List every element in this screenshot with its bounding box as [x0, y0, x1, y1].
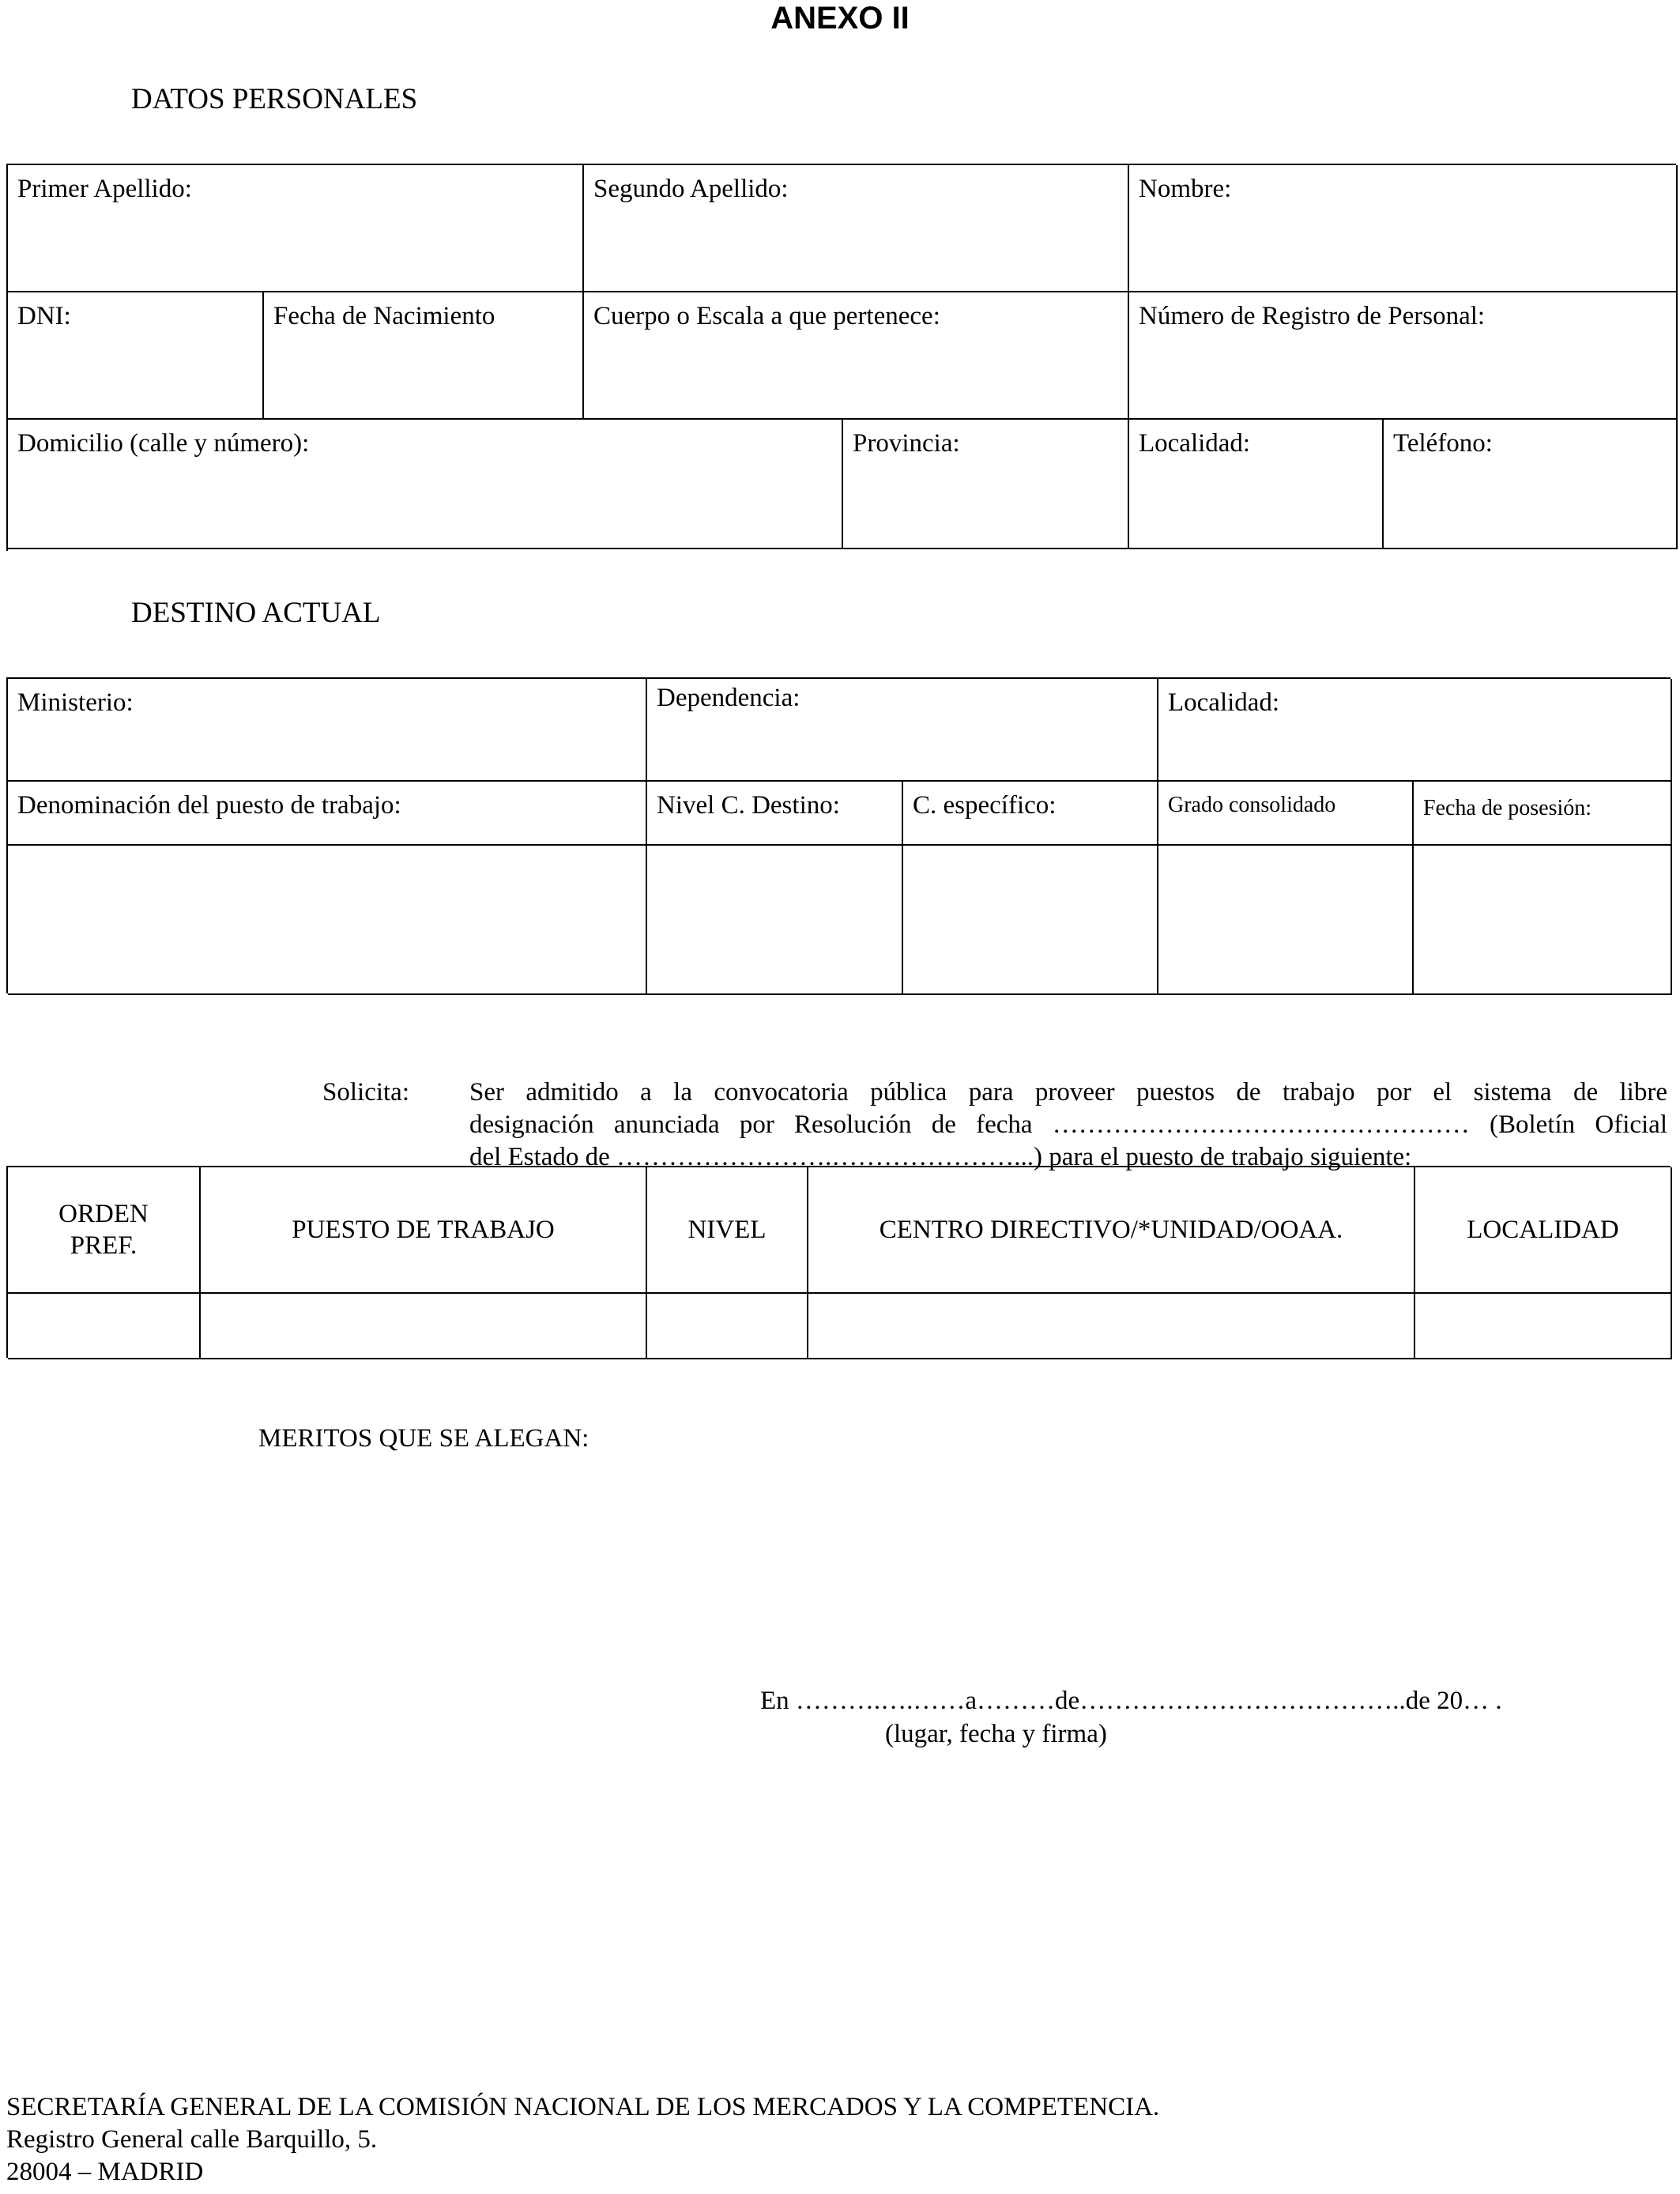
input-orden[interactable]	[8, 1294, 201, 1359]
document-title: ANEXO II	[770, 1, 910, 36]
header-orden: ORDEN PREF.	[8, 1167, 201, 1294]
firma-line: En ……….….……a………de………………………………..de 20… .	[760, 1687, 1502, 1715]
section-datos-personales: DATOS PERSONALES	[131, 83, 418, 115]
footer-line-1: SECRETARÍA GENERAL DE LA COMISIÓN NACIONAL DE LOS MERCADOS Y LA COMPETENCIA.	[6, 2093, 1160, 2121]
input-localidad-puesto[interactable]	[1415, 1294, 1672, 1359]
domicilio-provincia-split	[584, 420, 1129, 549]
field-numero-registro[interactable]: Número de Registro de Personal:	[1129, 292, 1678, 420]
header-puesto: PUESTO DE TRABAJO	[201, 1167, 647, 1294]
meritos-area[interactable]	[258, 1462, 1665, 1644]
field-segundo-apellido[interactable]: Segundo Apellido:	[584, 165, 1129, 292]
puestos-table	[6, 1166, 1671, 1358]
label-fecha-posesion: Fecha de posesión:	[1414, 782, 1672, 846]
field-localidad-destino[interactable]: Localidad:	[1158, 679, 1672, 782]
input-fecha-posesion[interactable]	[1414, 846, 1672, 995]
domicilio-continuation	[584, 420, 842, 548]
firma-caption: (lugar, fecha y firma)	[885, 1720, 1107, 1748]
solicita-line-3: del Estado de …………………….…………………...) para el puesto de trabajo siguiente:	[469, 1143, 1412, 1171]
label-denominacion: Denominación del puesto de trabajo:	[8, 782, 647, 846]
field-primer-apellido[interactable]: Primer Apellido:	[8, 165, 584, 292]
header-centro: CENTRO DIRECTIVO/*UNIDAD/OOAA.	[808, 1167, 1415, 1294]
solicita-line-2: designación anunciada por Resolución de fecha ………………………………………… (Boletín Oficial	[469, 1110, 1667, 1139]
input-puesto[interactable]	[201, 1294, 647, 1359]
input-centro[interactable]	[808, 1294, 1415, 1359]
field-nombre[interactable]: Nombre:	[1129, 165, 1678, 292]
field-localidad[interactable]: Localidad:	[1129, 420, 1384, 549]
input-nivel-destino[interactable]	[647, 846, 903, 995]
solicita-label: Solicita:	[322, 1078, 409, 1106]
field-domicilio[interactable]: Domicilio (calle y número):	[8, 420, 584, 549]
field-fecha-nacimiento[interactable]: Fecha de Nacimiento	[264, 292, 584, 420]
solicita-line-1: Ser admitido a la convocatoria pública para proveer puestos de trabajo por el sistema de libre	[469, 1078, 1667, 1106]
input-especifico[interactable]	[903, 846, 1158, 995]
section-destino-actual: DESTINO ACTUAL	[131, 597, 381, 629]
input-grado[interactable]	[1158, 846, 1414, 995]
meritos-label: MERITOS QUE SE ALEGAN:	[258, 1424, 590, 1453]
footer	[6, 2091, 1159, 2188]
field-ministerio[interactable]: Ministerio:	[8, 679, 647, 782]
footer-line-3: 28004 – MADRID	[6, 2158, 204, 2186]
label-nivel-destino: Nivel C. Destino:	[647, 782, 903, 846]
label-especifico: C. específico:	[903, 782, 1158, 846]
field-cuerpo-escala[interactable]: Cuerpo o Escala a que pertenece:	[584, 292, 1129, 420]
input-nivel[interactable]	[647, 1294, 808, 1359]
personal-data-table	[6, 164, 1676, 551]
field-dependencia[interactable]: Dependencia:	[647, 679, 1158, 782]
input-denominacion[interactable]	[8, 846, 647, 995]
header-nivel: NIVEL	[647, 1167, 808, 1294]
solicita-text	[469, 1076, 1667, 1174]
field-telefono[interactable]: Teléfono:	[1384, 420, 1678, 549]
footer-line-2: Registro General calle Barquillo, 5.	[6, 2125, 378, 2154]
label-grado: Grado consolidado	[1158, 782, 1414, 846]
field-provincia[interactable]: Provincia:	[842, 420, 1129, 548]
destino-table	[6, 677, 1671, 993]
header-localidad: LOCALIDAD	[1415, 1167, 1672, 1294]
field-dni[interactable]: DNI:	[8, 292, 264, 420]
